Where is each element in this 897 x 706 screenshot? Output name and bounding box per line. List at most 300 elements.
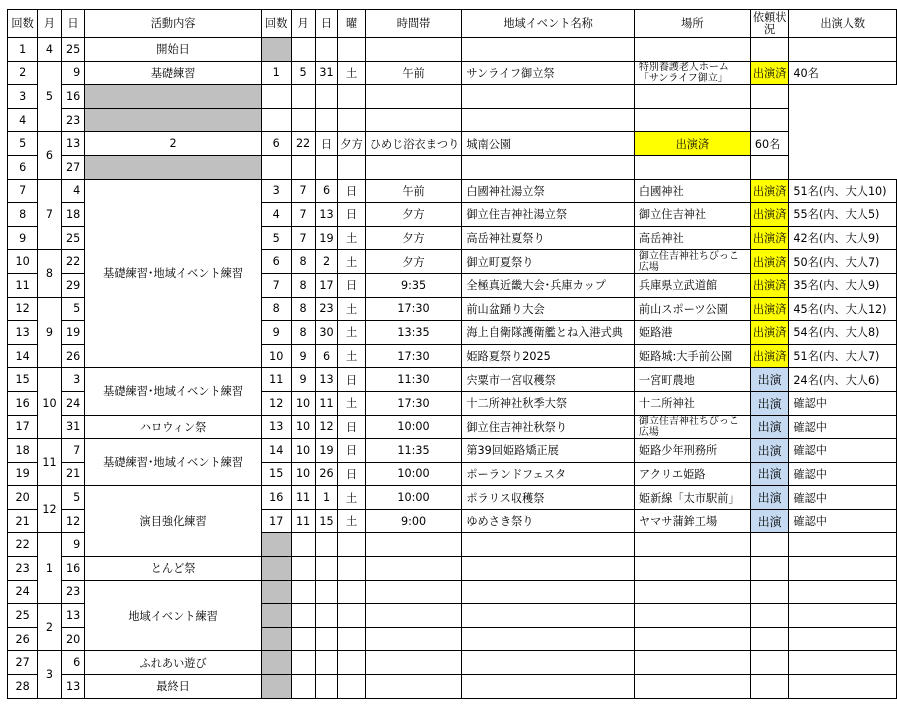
event-number: 7 — [261, 273, 291, 297]
event-day: 17 — [315, 273, 338, 297]
empty-cell — [261, 85, 291, 109]
session-day: 4 — [61, 179, 85, 203]
empty-cell — [315, 155, 338, 179]
event-place: ヤマサ蒲鉾工場 — [634, 509, 750, 533]
event-time: 夕方 — [365, 203, 462, 227]
event-time: 9:00 — [365, 509, 462, 533]
session-number: 25 — [8, 604, 38, 628]
empty-event-cell — [261, 627, 291, 651]
event-place: 姫路城:大手前公園 — [634, 344, 750, 368]
empty-cell — [634, 155, 750, 179]
event-place: 十二所神社 — [634, 391, 750, 415]
event-place: 兵庫県立武道館 — [634, 273, 750, 297]
session-number: 6 — [8, 155, 38, 179]
header-event-name: 地域イベント名称 — [462, 10, 635, 38]
event-month: 5 — [291, 61, 315, 85]
event-month: 9 — [291, 344, 315, 368]
activity-content: 基礎練習･地域イベント練習 — [85, 439, 262, 486]
table-row — [8, 61, 897, 85]
table-row — [8, 557, 897, 581]
table-row — [8, 38, 897, 62]
event-month: 9 — [291, 368, 315, 392]
event-day: 1 — [315, 486, 338, 510]
session-number: 24 — [8, 580, 38, 604]
session-day: 25 — [61, 38, 85, 62]
session-month: 5 — [38, 61, 61, 132]
empty-cell — [634, 604, 750, 628]
session-day: 23 — [61, 580, 85, 604]
session-month: 10 — [38, 368, 61, 439]
empty-cell — [750, 627, 789, 651]
event-month: 10 — [291, 439, 315, 463]
empty-cell — [634, 533, 750, 557]
session-number: 17 — [8, 415, 38, 439]
event-name: 御立住吉神社湯立祭 — [462, 203, 635, 227]
empty-cell — [634, 675, 750, 699]
empty-cell — [634, 651, 750, 675]
event-name: ゆめさき祭り — [462, 509, 635, 533]
activity-content: 開始日 — [85, 38, 262, 62]
empty-cell — [462, 85, 635, 109]
event-people: 54名(内、大人8) — [789, 321, 897, 345]
event-number: 17 — [261, 509, 291, 533]
event-number: 14 — [261, 439, 291, 463]
empty-cell — [315, 627, 338, 651]
empty-cell — [291, 38, 315, 62]
session-day: 3 — [61, 368, 85, 392]
event-name: 十二所神社秋季大祭 — [462, 391, 635, 415]
event-status-badge: 出演 — [750, 368, 789, 392]
empty-cell — [291, 85, 315, 109]
event-month: 10 — [291, 415, 315, 439]
event-name: 第39回姫路矯正展 — [462, 439, 635, 463]
empty-cell — [338, 604, 365, 628]
event-number: 11 — [261, 368, 291, 392]
event-status-badge: 出演済 — [750, 321, 789, 345]
event-time: 夕方 — [338, 132, 365, 156]
session-day: 27 — [61, 155, 85, 179]
event-place: 高岳神社 — [634, 226, 750, 250]
empty-cell — [750, 38, 789, 62]
activity-content: とんど祭 — [85, 557, 262, 581]
event-month: 7 — [291, 179, 315, 203]
event-time: 10:00 — [365, 486, 462, 510]
empty-cell — [338, 580, 365, 604]
empty-event-cell — [261, 580, 291, 604]
event-weekday: 土 — [338, 344, 365, 368]
empty-cell — [338, 155, 365, 179]
session-month: 9 — [38, 297, 61, 368]
empty-cell — [750, 557, 789, 581]
empty-cell — [750, 675, 789, 699]
event-place: 城南公園 — [462, 132, 635, 156]
session-day: 13 — [61, 604, 85, 628]
event-status-badge: 出演済 — [750, 179, 789, 203]
session-day: 16 — [61, 85, 85, 109]
event-number: 2 — [85, 132, 262, 156]
empty-cell — [291, 108, 315, 132]
event-place: 特別養護老人ホーム「サンライフ御立」 — [634, 61, 750, 85]
event-time: 17:30 — [365, 297, 462, 321]
empty-cell — [338, 675, 365, 699]
empty-cell — [789, 580, 897, 604]
event-weekday: 日 — [338, 462, 365, 486]
header-event-no: 回数 — [261, 10, 291, 38]
header-status: 依頼状況 — [750, 10, 789, 38]
header-row — [8, 10, 897, 38]
event-weekday: 日 — [338, 415, 365, 439]
empty-event-cell — [261, 38, 291, 62]
event-month: 11 — [291, 486, 315, 510]
event-weekday: 土 — [338, 61, 365, 85]
session-month: 2 — [38, 604, 61, 651]
header-month: 月 — [38, 10, 61, 38]
empty-cell — [462, 557, 635, 581]
session-number: 7 — [8, 179, 38, 203]
event-people: 確認中 — [789, 415, 897, 439]
session-day: 31 — [61, 415, 85, 439]
event-name: 高岳神社夏祭り — [462, 226, 635, 250]
empty-cell — [462, 38, 635, 62]
empty-cell — [634, 557, 750, 581]
event-time: 17:30 — [365, 391, 462, 415]
empty-cell — [365, 675, 462, 699]
event-place: 姫新線「太市駅前」 — [634, 486, 750, 510]
empty-event-cell — [261, 533, 291, 557]
empty-cell — [789, 604, 897, 628]
event-people: 42名(内、大人9) — [789, 226, 897, 250]
event-place: 御立住吉神社ちびっこ広場 — [634, 415, 750, 439]
empty-cell — [750, 604, 789, 628]
session-day: 26 — [61, 344, 85, 368]
event-people: 35名(内、大人9) — [789, 273, 897, 297]
session-month: 7 — [38, 179, 61, 250]
header-people: 出演人数 — [789, 10, 897, 38]
empty-cell — [291, 557, 315, 581]
event-number: 15 — [261, 462, 291, 486]
empty-cell — [338, 627, 365, 651]
event-day: 15 — [315, 509, 338, 533]
table-row — [8, 179, 897, 203]
session-number: 27 — [8, 651, 38, 675]
session-day: 29 — [61, 273, 85, 297]
empty-cell — [750, 155, 789, 179]
empty-event-cell — [261, 604, 291, 628]
session-day: 13 — [61, 675, 85, 699]
empty-cell — [634, 38, 750, 62]
event-weekday: 日 — [338, 273, 365, 297]
event-number: 9 — [261, 321, 291, 345]
event-number: 8 — [261, 297, 291, 321]
event-people: 60名 — [750, 132, 789, 156]
event-status-badge: 出演 — [750, 415, 789, 439]
event-month: 6 — [261, 132, 291, 156]
event-people: 確認中 — [789, 462, 897, 486]
session-month: 8 — [38, 250, 61, 297]
event-name: サンライフ御立祭 — [462, 61, 635, 85]
event-weekday: 土 — [338, 297, 365, 321]
event-day: 26 — [315, 462, 338, 486]
empty-cell — [315, 675, 338, 699]
table-row — [8, 439, 897, 463]
schedule-table — [7, 9, 897, 699]
empty-cell — [634, 108, 750, 132]
empty-cell — [750, 533, 789, 557]
table-row — [8, 651, 897, 675]
empty-cell — [291, 651, 315, 675]
activity-content: ハロウィン祭 — [85, 415, 262, 439]
event-name: 全極真近畿大会･兵庫カップ — [462, 273, 635, 297]
event-time: 10:00 — [365, 462, 462, 486]
event-weekday: 土 — [338, 509, 365, 533]
empty-cell — [750, 651, 789, 675]
activity-content: ふれあい遊び — [85, 651, 262, 675]
session-day: 9 — [61, 61, 85, 85]
session-day: 24 — [61, 391, 85, 415]
event-weekday: 日 — [338, 203, 365, 227]
event-status-badge: 出演済 — [750, 250, 789, 274]
event-people: 確認中 — [789, 509, 897, 533]
empty-cell — [291, 155, 315, 179]
activity-content: 基礎練習･地域イベント練習 — [85, 368, 262, 415]
session-number: 21 — [8, 509, 38, 533]
session-day: 25 — [61, 226, 85, 250]
empty-cell — [789, 651, 897, 675]
event-weekday: 土 — [338, 250, 365, 274]
event-month: 10 — [291, 391, 315, 415]
event-place: アクリエ姫路 — [634, 462, 750, 486]
header-event-month: 月 — [291, 10, 315, 38]
header-event-day: 日 — [315, 10, 338, 38]
event-weekday: 日 — [338, 439, 365, 463]
event-time: 13:35 — [365, 321, 462, 345]
event-status-badge: 出演済 — [750, 61, 789, 85]
event-month: 10 — [291, 462, 315, 486]
empty-cell — [750, 108, 789, 132]
session-number: 1 — [8, 38, 38, 62]
empty-cell — [315, 580, 338, 604]
session-number: 26 — [8, 627, 38, 651]
header-weekday: 曜 — [338, 10, 365, 38]
event-people: 51名(内、大人10) — [789, 179, 897, 203]
session-day: 5 — [61, 486, 85, 510]
event-place: 御立住吉神社ちびっこ広場 — [634, 250, 750, 274]
event-day: 6 — [315, 179, 338, 203]
activity-content: 演目強化練習 — [85, 486, 262, 557]
event-status-badge: 出演済 — [750, 344, 789, 368]
event-place: 白國神社 — [634, 179, 750, 203]
session-day: 21 — [61, 462, 85, 486]
event-number: 4 — [261, 203, 291, 227]
empty-cell — [789, 38, 897, 62]
empty-cell — [462, 675, 635, 699]
event-status-badge: 出演済 — [634, 132, 750, 156]
empty-cell — [315, 108, 338, 132]
event-name: 前山盆踊り大会 — [462, 297, 635, 321]
empty-cell — [315, 533, 338, 557]
activity-content: 基礎練習 — [85, 61, 262, 85]
session-month: 4 — [38, 38, 61, 62]
event-time: 夕方 — [365, 250, 462, 274]
event-weekday: 日 — [315, 132, 338, 156]
table-row — [8, 675, 897, 699]
empty-cell — [365, 155, 462, 179]
event-day: 13 — [315, 368, 338, 392]
event-name: 姫路夏祭り2025 — [462, 344, 635, 368]
empty-cell — [462, 580, 635, 604]
session-number: 3 — [8, 85, 38, 109]
empty-cell — [365, 580, 462, 604]
header-activity: 活動内容 — [85, 10, 262, 38]
event-place: 姫路港 — [634, 321, 750, 345]
event-weekday: 土 — [338, 486, 365, 510]
session-number: 13 — [8, 321, 38, 345]
header-time: 時間帯 — [365, 10, 462, 38]
event-status-badge: 出演 — [750, 439, 789, 463]
session-day: 5 — [61, 297, 85, 321]
empty-cell — [365, 85, 462, 109]
session-month: 3 — [38, 651, 61, 698]
event-name: ひめじ浴衣まつり — [365, 132, 462, 156]
event-month: 8 — [291, 273, 315, 297]
session-number: 15 — [8, 368, 38, 392]
event-weekday: 土 — [338, 391, 365, 415]
event-status-badge: 出演済 — [750, 273, 789, 297]
event-place: 一宮町農地 — [634, 368, 750, 392]
event-name: ポーランドフェスタ — [462, 462, 635, 486]
empty-cell — [315, 651, 338, 675]
event-number: 16 — [261, 486, 291, 510]
event-day: 19 — [315, 226, 338, 250]
session-number: 23 — [8, 557, 38, 581]
event-day: 2 — [315, 250, 338, 274]
event-place: 前山スポーツ公園 — [634, 297, 750, 321]
empty-cell — [291, 604, 315, 628]
empty-cell — [338, 533, 365, 557]
header-no: 回数 — [8, 10, 38, 38]
session-day: 13 — [61, 132, 85, 156]
event-time: 11:30 — [365, 368, 462, 392]
table-row — [8, 85, 897, 109]
empty-cell — [365, 651, 462, 675]
empty-cell — [462, 651, 635, 675]
empty-cell — [462, 627, 635, 651]
session-month: 1 — [38, 533, 61, 604]
empty-event-cell — [85, 85, 262, 109]
activity-content: 基礎練習･地域イベント練習 — [85, 179, 262, 368]
header-day: 日 — [61, 10, 85, 38]
empty-event-cell — [261, 557, 291, 581]
event-place: 御立住吉神社 — [634, 203, 750, 227]
event-name: ポラリス収穫祭 — [462, 486, 635, 510]
event-day: 11 — [315, 391, 338, 415]
session-number: 5 — [8, 132, 38, 156]
event-name: 白國神社湯立祭 — [462, 179, 635, 203]
empty-cell — [261, 155, 291, 179]
empty-cell — [338, 557, 365, 581]
activity-content: 最終日 — [85, 675, 262, 699]
event-place: 姫路少年刑務所 — [634, 439, 750, 463]
session-number: 12 — [8, 297, 38, 321]
empty-cell — [338, 38, 365, 62]
event-month: 8 — [291, 297, 315, 321]
session-number: 2 — [8, 61, 38, 85]
event-day: 30 — [315, 321, 338, 345]
event-month: 7 — [291, 226, 315, 250]
session-number: 28 — [8, 675, 38, 699]
event-weekday: 土 — [338, 226, 365, 250]
event-people: 55名(内、大人5) — [789, 203, 897, 227]
empty-cell — [315, 38, 338, 62]
table-row — [8, 580, 897, 604]
empty-cell — [462, 155, 635, 179]
event-month: 11 — [291, 509, 315, 533]
activity-content: 地域イベント練習 — [85, 580, 262, 651]
event-day: 23 — [315, 297, 338, 321]
event-people: 45名(内、大人12) — [789, 297, 897, 321]
session-number: 9 — [8, 226, 38, 250]
event-time: 午前 — [365, 61, 462, 85]
empty-cell — [462, 108, 635, 132]
event-day: 13 — [315, 203, 338, 227]
event-month: 8 — [291, 250, 315, 274]
event-status-badge: 出演済 — [750, 297, 789, 321]
event-people: 51名(内、大人7) — [789, 344, 897, 368]
empty-cell — [634, 627, 750, 651]
event-people: 24名(内、大人6) — [789, 368, 897, 392]
table-row — [8, 486, 897, 510]
event-day: 12 — [315, 415, 338, 439]
empty-event-cell — [85, 155, 262, 179]
session-day: 16 — [61, 557, 85, 581]
event-time: 17:30 — [365, 344, 462, 368]
event-number: 5 — [261, 226, 291, 250]
empty-cell — [315, 604, 338, 628]
session-day: 19 — [61, 321, 85, 345]
event-number: 3 — [261, 179, 291, 203]
event-name: 御立住吉神社秋祭り — [462, 415, 635, 439]
empty-cell — [365, 627, 462, 651]
event-number: 6 — [261, 250, 291, 274]
empty-cell — [291, 675, 315, 699]
event-people: 確認中 — [789, 439, 897, 463]
table-row — [8, 415, 897, 439]
event-day: 31 — [315, 61, 338, 85]
empty-cell — [261, 108, 291, 132]
session-day: 23 — [61, 108, 85, 132]
empty-event-cell — [261, 651, 291, 675]
empty-cell — [338, 651, 365, 675]
session-number: 8 — [8, 203, 38, 227]
empty-cell — [315, 85, 338, 109]
event-weekday: 土 — [338, 321, 365, 345]
event-month: 8 — [291, 321, 315, 345]
session-day: 18 — [61, 203, 85, 227]
event-time: 午前 — [365, 179, 462, 203]
empty-cell — [634, 85, 750, 109]
event-number: 1 — [261, 61, 291, 85]
session-number: 22 — [8, 533, 38, 557]
event-weekday: 日 — [338, 179, 365, 203]
empty-cell — [789, 675, 897, 699]
session-number: 10 — [8, 250, 38, 274]
event-number: 10 — [261, 344, 291, 368]
event-name: 宍粟市一宮収穫祭 — [462, 368, 635, 392]
table-row — [8, 155, 897, 179]
empty-cell — [789, 627, 897, 651]
event-status-badge: 出演 — [750, 462, 789, 486]
session-month: 12 — [38, 486, 61, 533]
